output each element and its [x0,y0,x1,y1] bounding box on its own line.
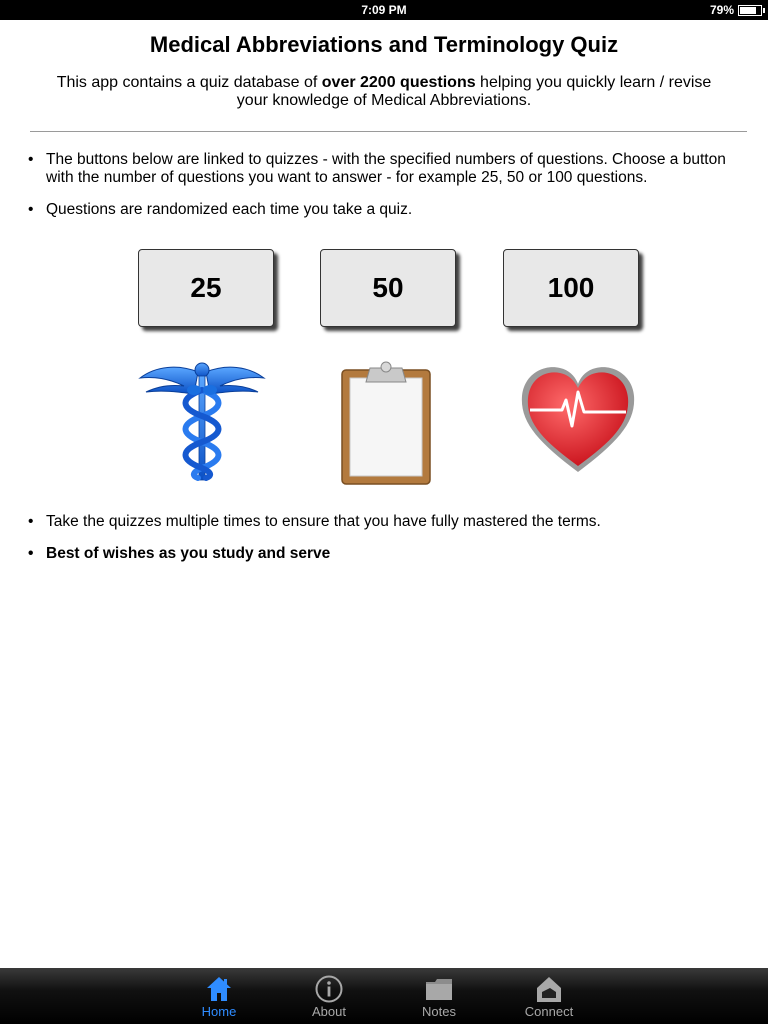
battery-percent: 79% [709,3,734,17]
list-item: • The buttons below are linked to quizzes - with the specified numbers of questions. Choose a button with the number of questions you want to answer - for example 25, 50 or 100 questions. [28,151,728,187]
instructions-list [28,151,728,233]
list-item: • Best of wishes as you study and serve [28,545,728,563]
info-icon [314,974,344,1004]
heart-pulse-icon [518,360,638,480]
tab-home[interactable] [174,968,264,1024]
list-item: • Questions are randomized each time you take a quiz. [28,201,728,219]
connect-icon [534,974,564,1004]
status-time: 7:09 PM [361,3,407,17]
battery-icon [738,5,762,16]
tab-notes[interactable] [394,968,484,1024]
status-battery [710,3,762,17]
home-icon [204,974,234,1004]
tab-label: Connect [524,1004,574,1019]
tips-list [28,513,728,577]
divider [30,131,747,132]
tab-label: About [312,1004,346,1019]
tab-label: Notes [422,1004,456,1019]
quiz-100-button[interactable]: 100 [503,249,639,327]
clipboard-icon [340,360,432,486]
intro-suffix: helping you quickly learn / revise your knowledge of Medical Abbreviations. [236,74,712,109]
folder-icon [424,974,454,1004]
tab-connect[interactable] [504,968,594,1024]
intro-highlight: over 2200 questions [321,74,476,91]
intro-text [40,74,728,110]
caduceus-icon [138,360,266,486]
tab-bar [0,968,768,1024]
page-title: Medical Abbreviations and Terminology Quiz [149,32,619,57]
tab-about[interactable] [284,968,374,1024]
quiz-25-button[interactable]: 25 [138,249,274,327]
list-item: • Take the quizzes multiple times to ensure that you have fully mastered the terms. [28,513,728,531]
tab-label: Home [201,1004,237,1019]
intro-prefix: This app contains a quiz database of [56,74,322,91]
status-bar [0,0,768,20]
quiz-50-button[interactable]: 50 [320,249,456,327]
